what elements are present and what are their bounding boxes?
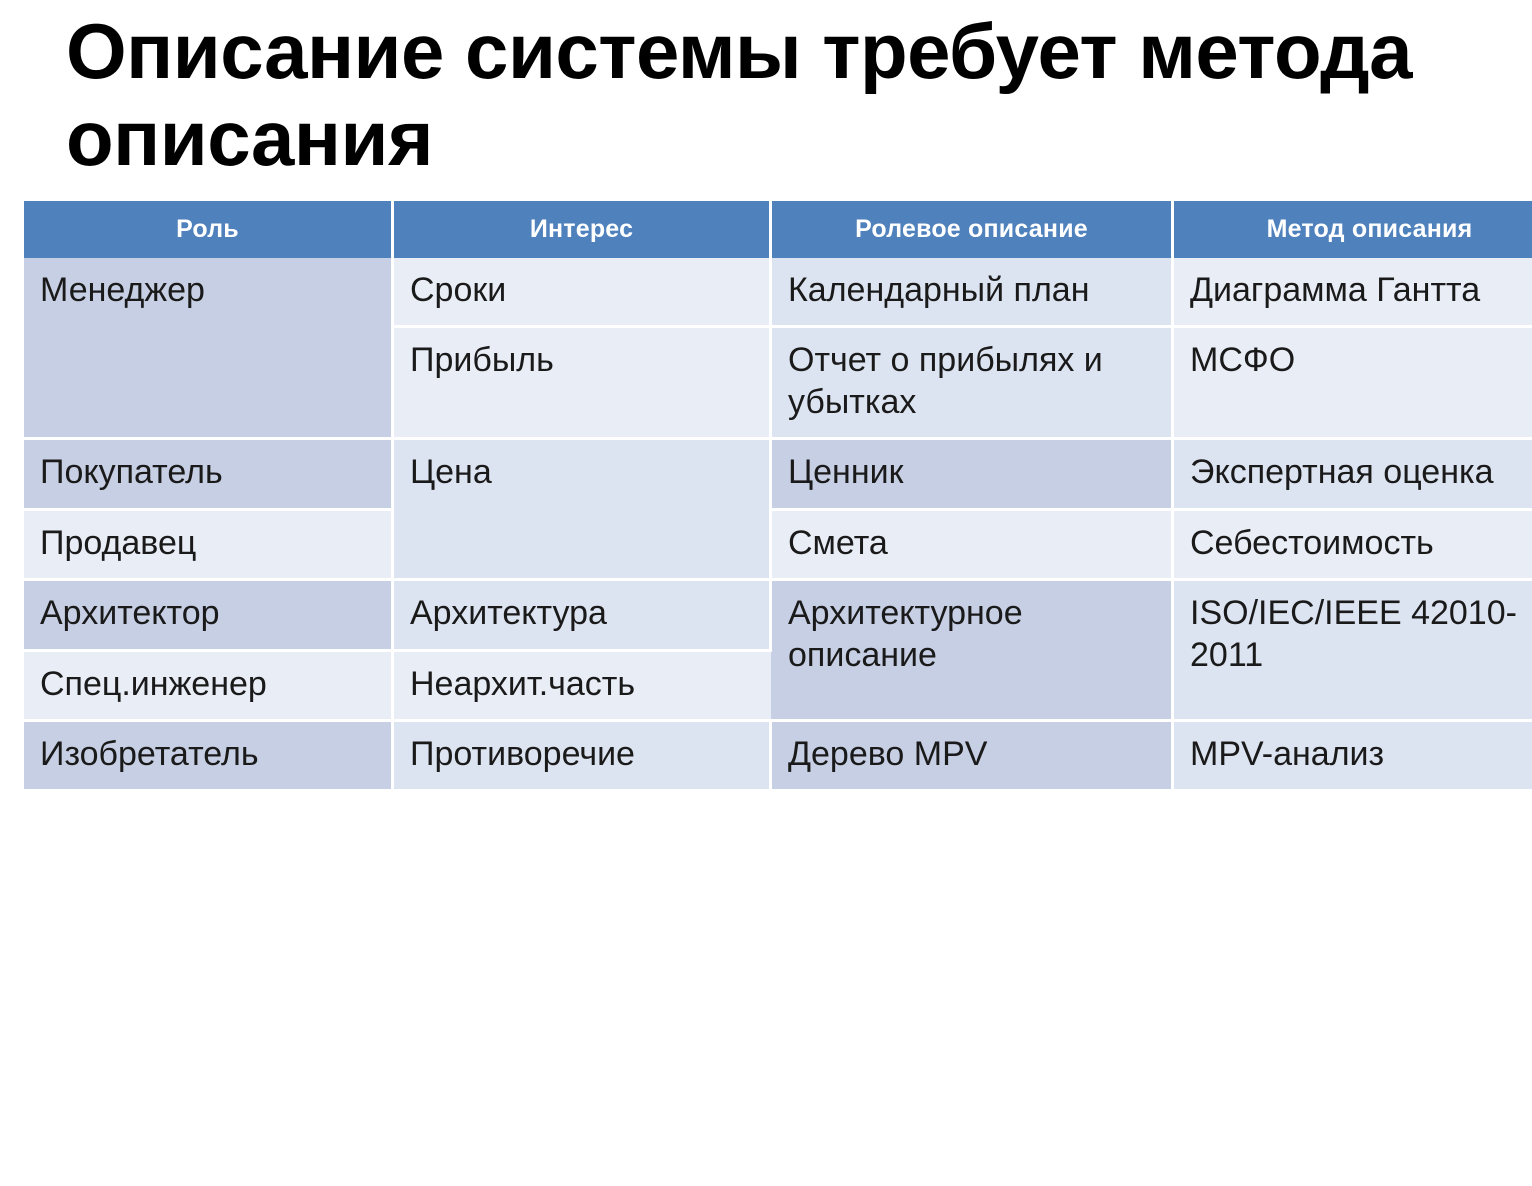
cell-role-description: Смета [771, 509, 1173, 579]
table-row [24, 721, 1532, 791]
cell-interest: Сроки [393, 258, 771, 327]
cell-role: Архитектор [24, 580, 393, 650]
cell-role: Покупатель [24, 439, 393, 509]
cell-role: Спец.инженер [24, 650, 393, 720]
roles-methods-table [24, 201, 1532, 793]
table-header-row [24, 201, 1532, 258]
cell-role-description: Архитектурное описание [771, 580, 1173, 721]
cell-interest: Противоречие [393, 721, 771, 791]
column-header-role: Роль [24, 201, 393, 258]
cell-interest: Прибыль [393, 327, 771, 439]
cell-method: Себестоимость [1173, 509, 1532, 579]
table-container [0, 201, 1532, 793]
cell-role-description: Дерево MPV [771, 721, 1173, 791]
cell-role: Продавец [24, 509, 393, 579]
table-row [24, 439, 1532, 509]
column-header-interest: Интерес [393, 201, 771, 258]
cell-role-description: Календарный план [771, 258, 1173, 327]
table-row [24, 258, 1532, 327]
table-row [24, 509, 1532, 579]
cell-method: ISO/IEC/IEEE 42010-2011 [1173, 580, 1532, 721]
cell-method: Экспертная оценка [1173, 439, 1532, 509]
cell-role: Изобретатель [24, 721, 393, 791]
page-title: Описание системы требует метода описания [66, 7, 1412, 183]
cell-method: МСФО [1173, 327, 1532, 439]
table-row [24, 580, 1532, 650]
column-header-method: Метод описания [1173, 201, 1532, 258]
cell-interest: Архитектура [393, 580, 771, 650]
cell-method: Диаграмма Гантта [1173, 258, 1532, 327]
cell-interest: Неархит.часть [393, 650, 771, 720]
cell-role: Менеджер [24, 258, 393, 439]
cell-role-description: Отчет о прибылях и убытках [771, 327, 1173, 439]
cell-role-description: Ценник [771, 439, 1173, 509]
cell-method: MPV-анализ [1173, 721, 1532, 791]
column-header-role-description: Ролевое описание [771, 201, 1173, 258]
cell-interest: Цена [393, 439, 771, 580]
